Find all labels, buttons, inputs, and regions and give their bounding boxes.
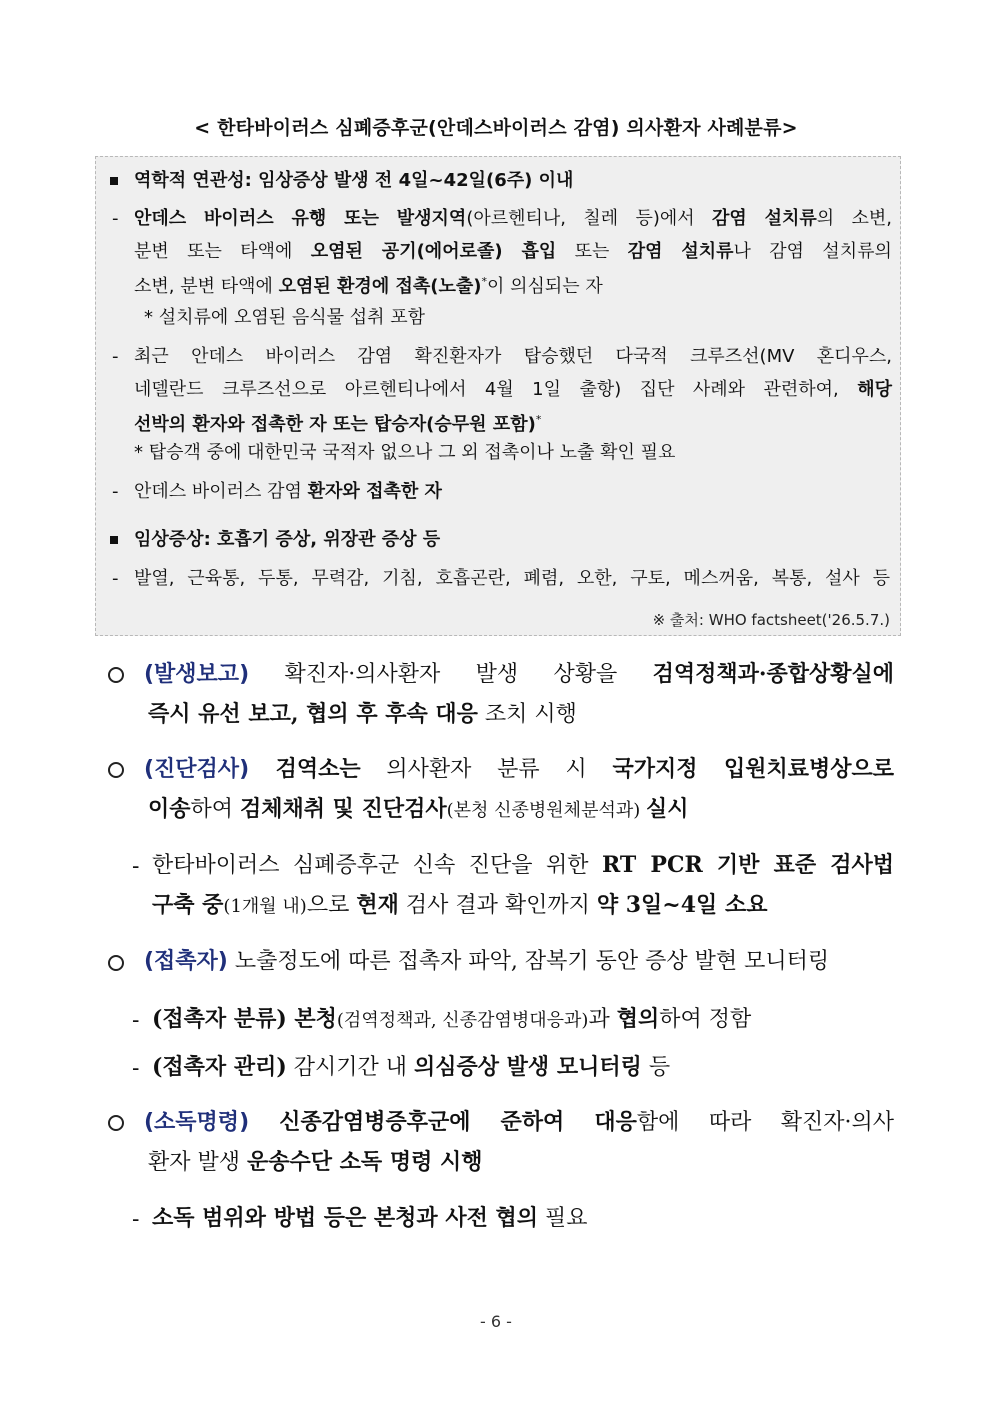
diagnosis-line1: (진단검사) 검역소는 의사환자 분류 시 국가지정 입원치료병상으로: [144, 756, 894, 782]
square-bullet-icon: [110, 536, 118, 544]
square-bullet-icon: [110, 177, 118, 185]
item1-line3: 소변, 분변 타액에 오염된 환경에 접촉(노출)*이 의심되는 자: [134, 275, 603, 297]
page-number: - 6 -: [480, 1312, 512, 1331]
dash-bullet: -: [132, 1207, 140, 1232]
epi-label: 역학적 연관성: [134, 170, 245, 191]
diagnosis-sub-line1: 한타바이러스 심폐증후군 신속 진단을 위한 RT PCR 기반 표준 검사법: [152, 852, 894, 878]
dash-bullet: -: [112, 208, 119, 229]
diagnosis-line2: 이송하여 검체채취 및 진단검사(본청 신종병원체분석과) 실시: [148, 796, 689, 822]
item1-note: * 설치류에 오염된 음식물 섭취 포함: [144, 307, 426, 328]
epi-criteria: : 임상증상 발생 전 4일~42일(6주) 이내: [244, 170, 574, 191]
circle-bullet-icon: [108, 955, 124, 971]
source-note: ※ 출처: WHO factsheet('26.5.7.): [652, 611, 890, 629]
contacts-management: (접촉자 관리) 감시기간 내 의심증상 발생 모니터링 등: [152, 1054, 671, 1080]
symptom-list: 발열, 근육통, 두통, 무력감, 기침, 호흡곤란, 폐렴, 오한, 구토, 메스꺼움, 복통, 설사 등: [134, 568, 890, 589]
case-classification-box: [95, 156, 901, 636]
item3: 안데스 바이러스 감염 환자와 접촉한 자: [134, 481, 442, 502]
disinfection-sub: 소독 범위와 방법 등은 본청과 사전 협의 필요: [152, 1205, 588, 1231]
item1-line1: 안데스 바이러스 유행 또는 발생지역(아르헨티나, 칠레 등)에서 감염 설치류의 소변,: [134, 208, 893, 229]
clinical-criteria: : 호흡기 증상, 위장관 증상 등: [203, 529, 441, 550]
diagnosis-sub-line2: 구축 중(1개월 내)으로 현재 검사 결과 확인까지 약 3일~4일 소요: [152, 892, 768, 918]
circle-bullet-icon: [108, 1115, 124, 1131]
item2-note: * 탑승객 중에 대한민국 국적자 없으나 그 외 접촉이나 노출 확인 필요: [134, 442, 676, 463]
report-line1: (발생보고) 확진자·의사환자 발생 상황을 검역정책과·종합상황실에: [144, 661, 894, 687]
item2-line1: 최근 안데스 바이러스 감염 확진환자가 탑승했던 다국적 크루즈선(MV 혼디우스,: [134, 346, 892, 367]
clinical-label: 임상증상: [134, 529, 204, 550]
dash-bullet: -: [132, 854, 140, 879]
report-line2: 즉시 유선 보고, 협의 후 후속 대응 조치 시행: [148, 701, 577, 727]
circle-bullet-icon: [108, 762, 124, 778]
dash-bullet: -: [112, 568, 119, 589]
contacts-line1: (접촉자) 노출정도에 따른 접촉자 파악, 잠복기 동안 증상 발현 모니터링: [144, 949, 830, 974]
item1-line2: 분변 또는 타액에 오염된 공기(에어로졸) 흡입 또는 감염 설치류나 감염 설치류의: [134, 241, 892, 262]
page-title: < 한타바이러스 심폐증후군(안데스바이러스 감염) 의사환자 사례분류>: [194, 117, 798, 139]
disinfection-line1: (소독명령) 신종감염병증후군에 준하여 대응함에 따라 확진자·의사: [144, 1109, 894, 1135]
item2-line3: 선박의 환자와 접촉한 자 또는 탑승자(승무원 포함)*: [134, 413, 542, 435]
item2-line2: 네델란드 크루즈선으로 아르헨티나에서 4월 1일 출항) 집단 사례와 관련하여, 해당: [134, 379, 892, 400]
dash-bullet: -: [132, 1056, 140, 1081]
dash-bullet: -: [112, 481, 119, 502]
circle-bullet-icon: [108, 667, 124, 683]
dash-bullet: -: [112, 346, 119, 367]
dash-bullet: -: [132, 1008, 140, 1033]
contacts-classification: (접촉자 분류) 본청(검역정책과, 신종감염병대응과)과 협의하여 정함: [152, 1006, 752, 1032]
disinfection-line2: 환자 발생 운송수단 소독 명령 시행: [148, 1149, 483, 1175]
